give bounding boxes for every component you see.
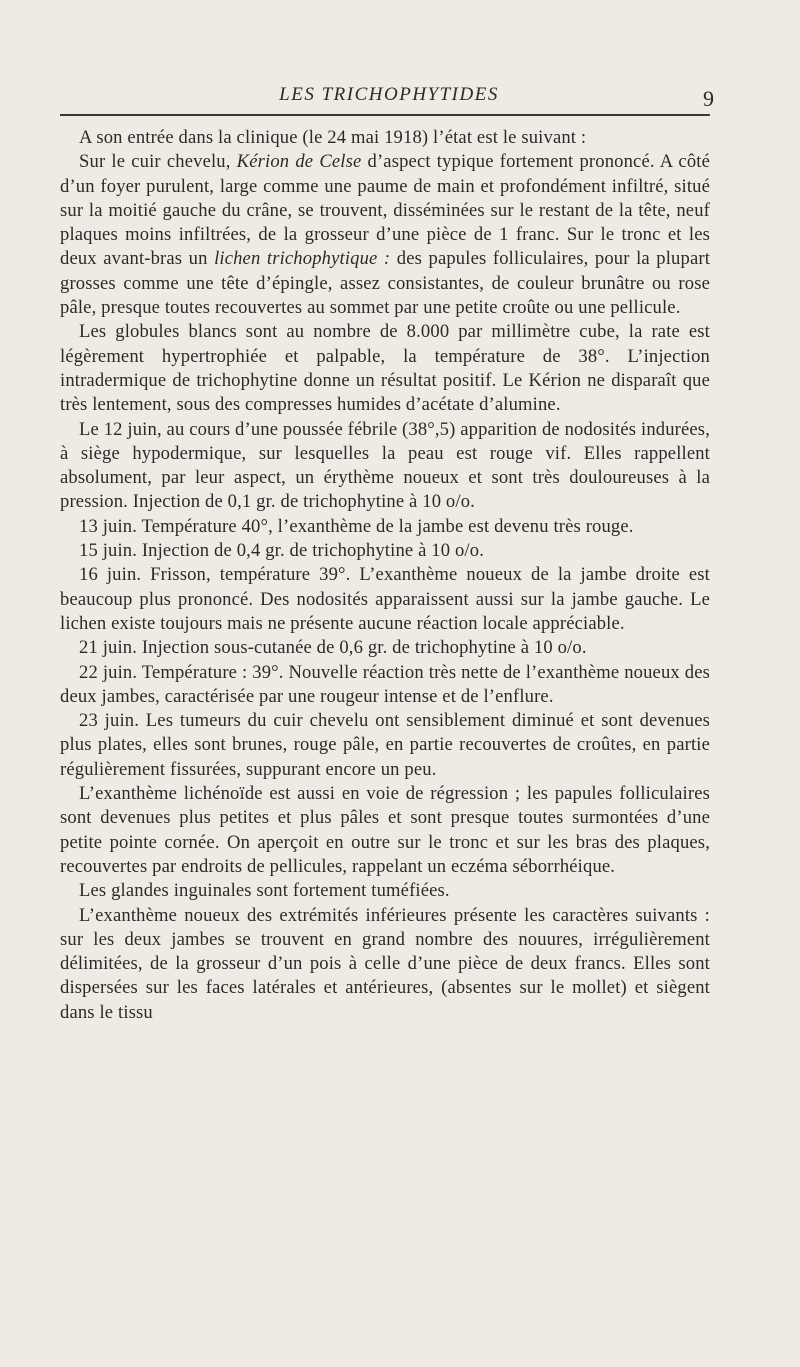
- lichen-trichophytique-term: lichen trichophytique :: [214, 248, 391, 270]
- paragraph-9: 22 juin. Température : 39°. Nouvelle réaction très nette de l’exanthème noueux des deux jambes, caractérisée par une rougeur intense et de l’enflure.: [60, 661, 710, 707]
- paragraph-11: L’exanthème lichénoïde est aussi en voie de régression ; les papules folliculaires sont devenues plus petites et plus pâles et sont presque toutes surmontées d’une petite pointe cornée. On aperçoit en outre sur le tronc et sur les bras des plaques, recouvertes par endroits de pellicules, rappelant un eczéma séborrhéique.: [60, 783, 710, 877]
- page-header: [60, 84, 718, 114]
- paragraph-3: Les globules blancs sont au nombre de 8.000 par millimètre cube, la rate est légèrement hypertrophiée et palpable, la température de 38°. L’injection intradermique de trichophytine donne un résultat positif. Le Kérion ne disparaît que très lentement, sous des compresses humides d’acétate d’alumine.: [60, 321, 710, 416]
- paragraph-10: 23 juin. Les tumeurs du cuir chevelu ont sensiblement diminué et sont devenues plus plates, elles sont brunes, rouge pâle, en partie recouvertes de croûtes, en partie régulièrement fissurées, suppurant encore un peu.: [60, 710, 710, 780]
- paragraph-1: A son entrée dans la clinique (le 24 mai 1918) l’état est le suivant :: [79, 127, 587, 148]
- paragraph-6: 15 juin. Injection de 0,4 gr. de trichophytine à 10 o/o.: [79, 540, 484, 562]
- paragraph-4: Le 12 juin, au cours d’une poussée fébrile (38°,5) apparition de nodosités indurées, à siège hypodermique, sur lesquelles la peau est rouge vif. Elles rappellent absolument, par leur aspect, un érythème noueux et sont très douloureuses à la pression. Injection de 0,1 gr. de trichophytine à 10 o/o.: [60, 418, 710, 513]
- kerion-de-celse-term: Kérion de Celse: [236, 151, 362, 173]
- paragraph-12: Les glandes inguinales sont fortement tuméfiées.: [79, 880, 450, 902]
- paragraph-2-text-a: Sur le cuir chevelu,: [79, 151, 237, 173]
- paragraph-8: 21 juin. Injection sous-cutanée de 0,6 gr. de trichophytine à 10 o/o.: [79, 637, 587, 659]
- page-number: 9: [703, 86, 714, 111]
- paragraph-2-text-c: d’aspect typique fortement prononcé. A côté d’un foyer purulent, large comme une paume de main et profondément infiltré, situé sur la moitié gauche du crâne, se trouvent, disséminées sur le restant de la tête, neuf plaques moins infiltrées, de la grosseur d’une pièce de 1 franc. Sur le tronc et les deux avant-bras un: [60, 151, 710, 270]
- body-text: [60, 126, 710, 1025]
- paragraph-5: 13 juin. Température 40°, l’exanthème de la jambe est devenu très rouge.: [79, 515, 634, 537]
- paragraph-2: [60, 150, 710, 320]
- running-title: LES TRICHOPHYTIDES: [279, 84, 499, 105]
- header-rule: [60, 114, 710, 116]
- paragraph-13: L’exanthème noueux des extrémités inférieures présente les caractères suivants : sur les deux jambes se trouvent en grand nombre des nouures, irrégulièrement délimitées, de la grosseur d’un pois à celle d’une pièce de deux francs. Elles sont dispersées sur les faces latérales et antérieures, (absentes sur le mollet) et siègent dans le tissu: [60, 904, 710, 1023]
- paragraph-2-text-e: des papules folliculaires, pour la plupart grosses comme une tête d’épingle, assez consistantes, de couleur brunâtre ou rose pâle, presque toutes recouvertes au sommet par une petite croûte ou une pellicule.: [60, 248, 711, 319]
- paragraph-7: 16 juin. Frisson, température 39°. L’exanthème noueux de la jambe droite est beaucoup plus prononcé. Des nodosités apparaissent aussi sur la jambe gauche. Le lichen existe toujours mais ne présente aucune réaction locale appréciable.: [60, 564, 710, 634]
